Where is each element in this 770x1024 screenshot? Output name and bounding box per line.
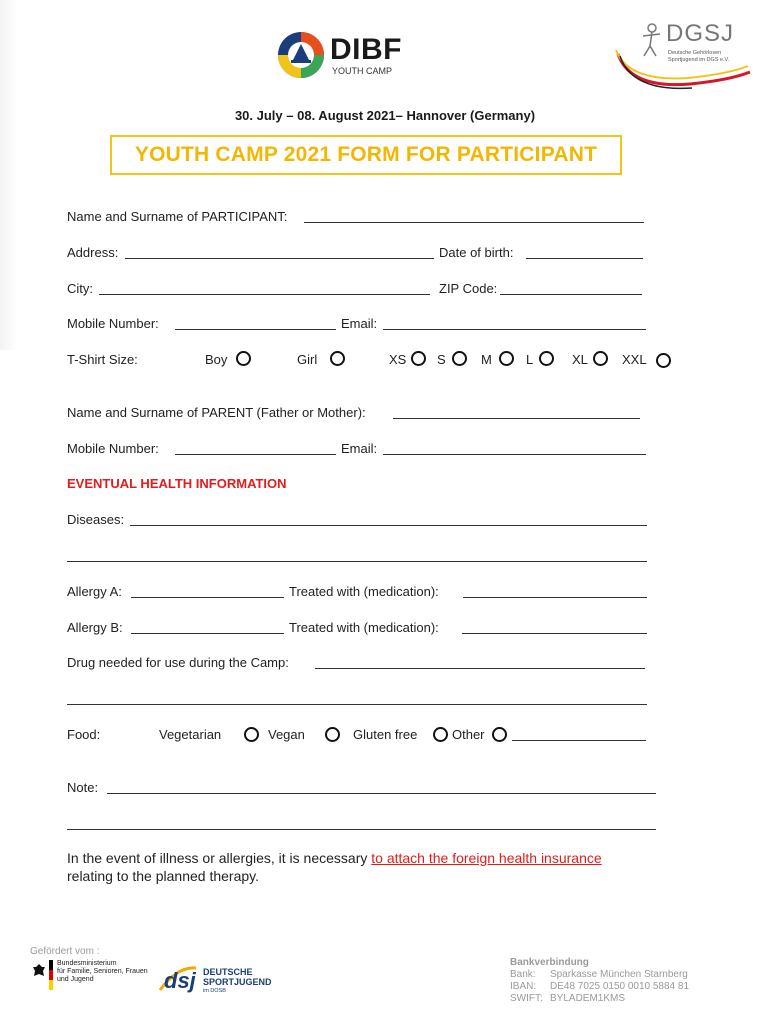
dibf-logo-sub: YOUTH CAMP (332, 66, 393, 76)
note-label: Note: (67, 780, 99, 795)
form-title-box (110, 135, 622, 175)
participant-mobile-field[interactable] (175, 329, 336, 330)
allergy-a-field[interactable] (131, 597, 284, 598)
iban-value: DE48 7025 0150 0010 5884 81 (550, 981, 690, 992)
iban-label: IBAN: (510, 981, 537, 992)
allergy-a-label: Allergy A: (67, 584, 122, 599)
size-xs-label: XS (389, 352, 407, 367)
size-xs-radio[interactable] (411, 351, 426, 366)
city-label: City: (67, 281, 93, 296)
parent-email-field[interactable] (383, 454, 646, 455)
food-other-label: Other (452, 727, 485, 742)
dob-field[interactable] (526, 258, 643, 259)
federal-eagle-icon (32, 962, 46, 982)
insurance-link[interactable]: to attach the foreign health insurance (371, 850, 602, 866)
diseases-field[interactable] (130, 525, 647, 526)
dgsj-logo (610, 14, 760, 94)
dsj-mark: dsj (164, 968, 196, 993)
size-l-label: L (526, 352, 534, 367)
size-s-radio[interactable] (452, 351, 467, 366)
bank-heading: Bankverbindung (510, 957, 589, 968)
food-vegetarian-label: Vegetarian (159, 727, 222, 742)
page-edge-shadow (0, 0, 18, 350)
dgsj-logo-sub2: Sportjugend im DGS e.V. (668, 57, 730, 63)
girl-radio[interactable] (330, 351, 345, 366)
parent-email-label: Email: (341, 441, 378, 456)
bank-details (510, 957, 750, 1005)
address-field[interactable] (125, 258, 434, 259)
note-field-line2[interactable] (67, 829, 656, 830)
allergy-b-label: Allergy B: (67, 620, 123, 635)
size-l-radio[interactable] (539, 351, 554, 366)
allergy-a-medication-field[interactable] (463, 597, 647, 598)
dsj-line3: im DOSB (203, 988, 226, 994)
bank-value: Sparkasse München Starnberg (550, 969, 688, 980)
size-xl-label: XL (572, 352, 588, 367)
allergy-b-medication-field[interactable] (462, 633, 647, 634)
allergy-b-treated-label: Treated with (medication): (289, 620, 439, 635)
health-heading: EVENTUAL HEALTH INFORMATION (67, 476, 287, 491)
city-field[interactable] (99, 294, 430, 295)
food-other-field[interactable] (512, 740, 646, 741)
drug-field-line2[interactable] (67, 704, 647, 705)
option-boy-label: Boy (205, 352, 228, 367)
parent-name-field[interactable] (393, 418, 640, 419)
ministry-logo (30, 960, 150, 996)
notice-prefix: In the event of illness or allergies, it is necessary (67, 850, 372, 866)
event-dates: 30. July – 08. August 2021– Hannover (Germany) (234, 108, 536, 123)
ministry-line1: Bundesministerium (57, 960, 117, 967)
tshirt-size-label: T-Shirt Size: (67, 352, 138, 367)
gluten-free-radio[interactable] (433, 727, 448, 742)
gefoerdert-label: Gefördert vom : (30, 946, 100, 957)
dsj-logo (158, 962, 288, 1000)
participant-email-label: Email: (341, 316, 378, 331)
address-label: Address: (67, 245, 119, 260)
dgsj-logo-sub1: Deutsche Gehörlosen (668, 50, 722, 56)
participant-email-field[interactable] (383, 329, 646, 330)
food-vegan-label: Vegan (268, 727, 305, 742)
option-girl-label: Girl (297, 352, 318, 367)
swift-value: BYLADEM1KMS (550, 993, 626, 1004)
zip-label: ZIP Code: (439, 281, 498, 296)
note-field[interactable] (107, 793, 656, 794)
food-label: Food: (67, 727, 101, 742)
zip-field[interactable] (500, 294, 642, 295)
participant-mobile-label: Mobile Number: (67, 316, 159, 331)
size-xl-radio[interactable] (593, 351, 608, 366)
diseases-label: Diseases: (67, 512, 125, 527)
diseases-field-line2[interactable] (67, 561, 647, 562)
participant-name-field[interactable] (304, 222, 644, 223)
drug-label: Drug needed for use during the Camp: (67, 655, 289, 670)
allergy-a-treated-label: Treated with (medication): (289, 584, 439, 599)
drug-field[interactable] (315, 668, 645, 669)
dibf-emblem-icon (276, 30, 326, 80)
boy-radio[interactable] (236, 351, 251, 366)
food-gluten-free-label: Gluten free (353, 727, 418, 742)
size-s-label: S (437, 352, 446, 367)
size-xxl-label: XXL (622, 352, 647, 367)
dsj-line2: SPORTJUGEND (203, 977, 272, 987)
dibf-logo (276, 30, 416, 82)
ministry-line2: für Familie, Senioren, Frauen (57, 968, 148, 975)
parent-mobile-field[interactable] (175, 454, 336, 455)
ministry-line3: und Jugend (57, 976, 94, 983)
vegetarian-radio[interactable] (244, 727, 259, 742)
other-radio[interactable] (492, 727, 507, 742)
parent-mobile-label: Mobile Number: (67, 441, 159, 456)
size-xxl-radio[interactable] (656, 353, 671, 368)
dsj-line1: DEUTSCHE (203, 967, 253, 977)
swift-label: SWIFT: (510, 993, 543, 1004)
participant-name-label: Name and Surname of PARTICIPANT: (67, 209, 288, 224)
bank-label: Bank: (510, 969, 536, 980)
notice-suffix: relating to the planned therapy. (67, 868, 259, 884)
dibf-logo-text: DIBF (330, 33, 402, 66)
allergy-b-field[interactable] (131, 633, 284, 634)
dob-label: Date of birth: (439, 245, 514, 260)
insurance-notice (67, 849, 707, 885)
size-m-label: M (481, 352, 492, 367)
dgsj-logo-text: DGSJ (666, 20, 735, 47)
vegan-radio[interactable] (325, 727, 340, 742)
size-m-radio[interactable] (499, 351, 514, 366)
form-title: YOUTH CAMP 2021 FORM FOR PARTICIPANT (134, 143, 598, 166)
parent-name-label: Name and Surname of PARENT (Father or Mother): (67, 405, 366, 420)
